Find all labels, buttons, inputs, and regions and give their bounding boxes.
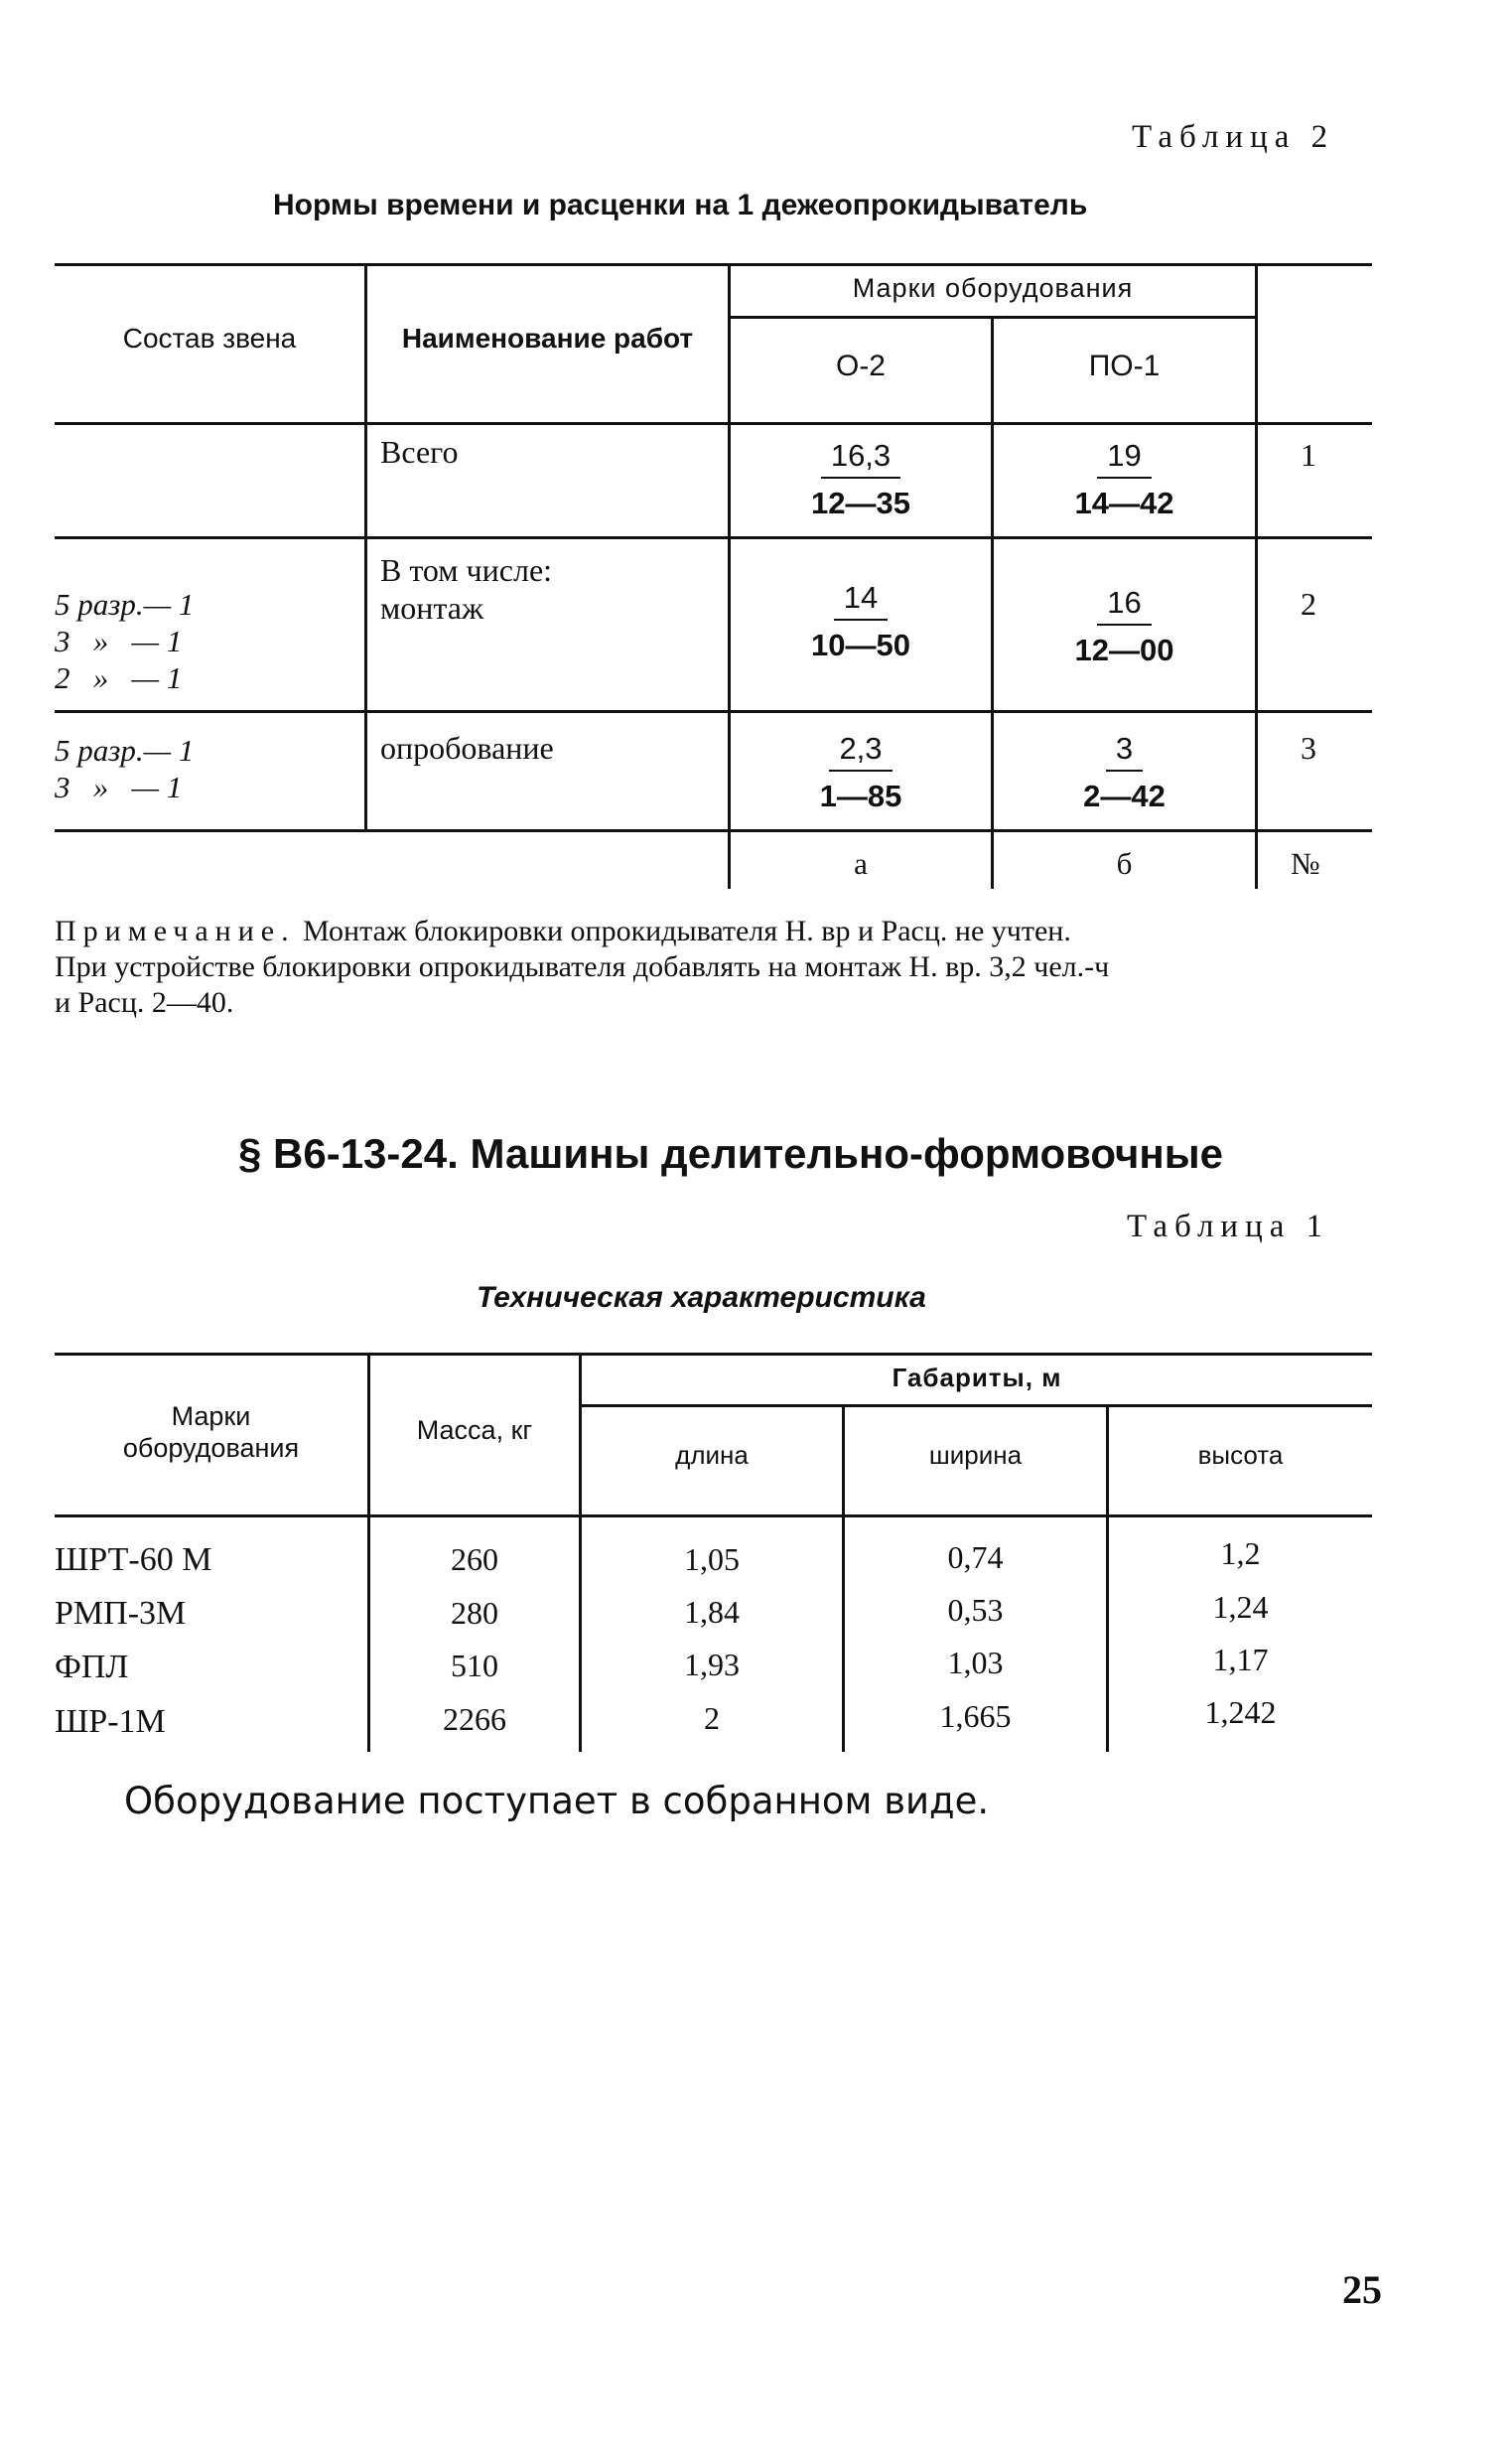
work-name: В том числе: монтаж: [380, 552, 553, 626]
table-title: Техническая характеристика: [477, 1281, 926, 1314]
header-brands: Марки оборудования: [122, 1401, 300, 1463]
header-dimensions: Габариты, м: [892, 1363, 1062, 1392]
norm-value-po1: $\frac{19}{14—42}$: [1074, 438, 1174, 520]
column-index-a: а: [854, 846, 868, 881]
column-index-number: №: [1291, 846, 1320, 881]
header-crew: Состав звена: [122, 323, 297, 354]
crew-composition: 5 разр.— 1 3 » — 1 2 » — 1: [55, 587, 195, 695]
row-number: 2: [1301, 586, 1316, 622]
table-caption: Таблица 2: [1132, 119, 1335, 155]
work-name: Всего: [380, 434, 459, 470]
length-cell: 2: [704, 1700, 720, 1736]
brand-cell: РМП-3М: [55, 1595, 187, 1632]
closing-text: Оборудование поступает в собранном виде.: [124, 1780, 990, 1822]
mass-cell: 260: [451, 1541, 498, 1577]
length-cell: 1,84: [684, 1594, 740, 1630]
row-number: 1: [1301, 437, 1316, 473]
norm-value-o2: $\frac{2,3}{1—85}$: [819, 731, 902, 813]
header-mass: Масса, кг: [416, 1415, 533, 1445]
height-cell: 1,24: [1212, 1589, 1269, 1625]
width-cell: 1,03: [947, 1645, 1004, 1680]
height-cell: 1,17: [1212, 1642, 1269, 1677]
norm-value-o2: $\frac{14}{10—50}$: [811, 580, 910, 662]
header-o2: О-2: [835, 350, 886, 382]
mass-cell: 2266: [443, 1701, 506, 1737]
page-number: 25: [1342, 2267, 1382, 2312]
length-cell: 1,93: [684, 1647, 740, 1682]
crew-composition: 5 разр.— 1 3 » — 1: [55, 733, 195, 804]
width-cell: 0,74: [947, 1539, 1004, 1575]
height-cell: 1,2: [1220, 1535, 1261, 1571]
height-cell: 1,242: [1204, 1694, 1277, 1730]
header-length: длина: [675, 1440, 749, 1470]
header-work: Наименование работ: [401, 323, 694, 354]
mass-cell: 280: [451, 1595, 498, 1631]
header-brands: Марки оборудования: [852, 273, 1134, 303]
norm-value-po1: $\frac{3}{2—42}$: [1083, 731, 1166, 813]
length-cell: 1,05: [684, 1541, 740, 1577]
table-caption: Таблица 1: [1127, 1209, 1330, 1244]
table-note: Примечание. Монтаж блокировки опрокидывателя Н. вр и Расц. не учтен. При устройстве блокировки опрокидывателя добавлять на монтаж Н. вр. 3,2 чел.-ч и Расц. 2—40.: [55, 915, 1110, 1019]
mass-cell: 510: [451, 1648, 498, 1683]
header-height: высота: [1197, 1440, 1284, 1470]
brand-cell: ШР-1М: [55, 1703, 166, 1740]
width-cell: 0,53: [947, 1592, 1004, 1628]
norm-value-po1: $\frac{16}{12—00}$: [1074, 585, 1174, 667]
norm-value-o2: $\frac{16,3}{12—35}$: [811, 438, 910, 520]
section-heading: § В6-13-24. Машины делительно-формовочные: [238, 1130, 1223, 1177]
brand-cell: ФПЛ: [55, 1649, 129, 1685]
brand-cell: ШРТ-60 М: [55, 1541, 212, 1578]
column-index-b: б: [1116, 846, 1133, 881]
header-po1: ПО-1: [1088, 350, 1161, 382]
table-title: Нормы времени и расценки на 1 дежеопрокидыватель: [273, 189, 1088, 221]
header-width: ширина: [928, 1440, 1023, 1470]
width-cell: 1,665: [939, 1698, 1012, 1734]
row-number: 3: [1301, 730, 1316, 766]
work-name: опробование: [380, 730, 554, 766]
